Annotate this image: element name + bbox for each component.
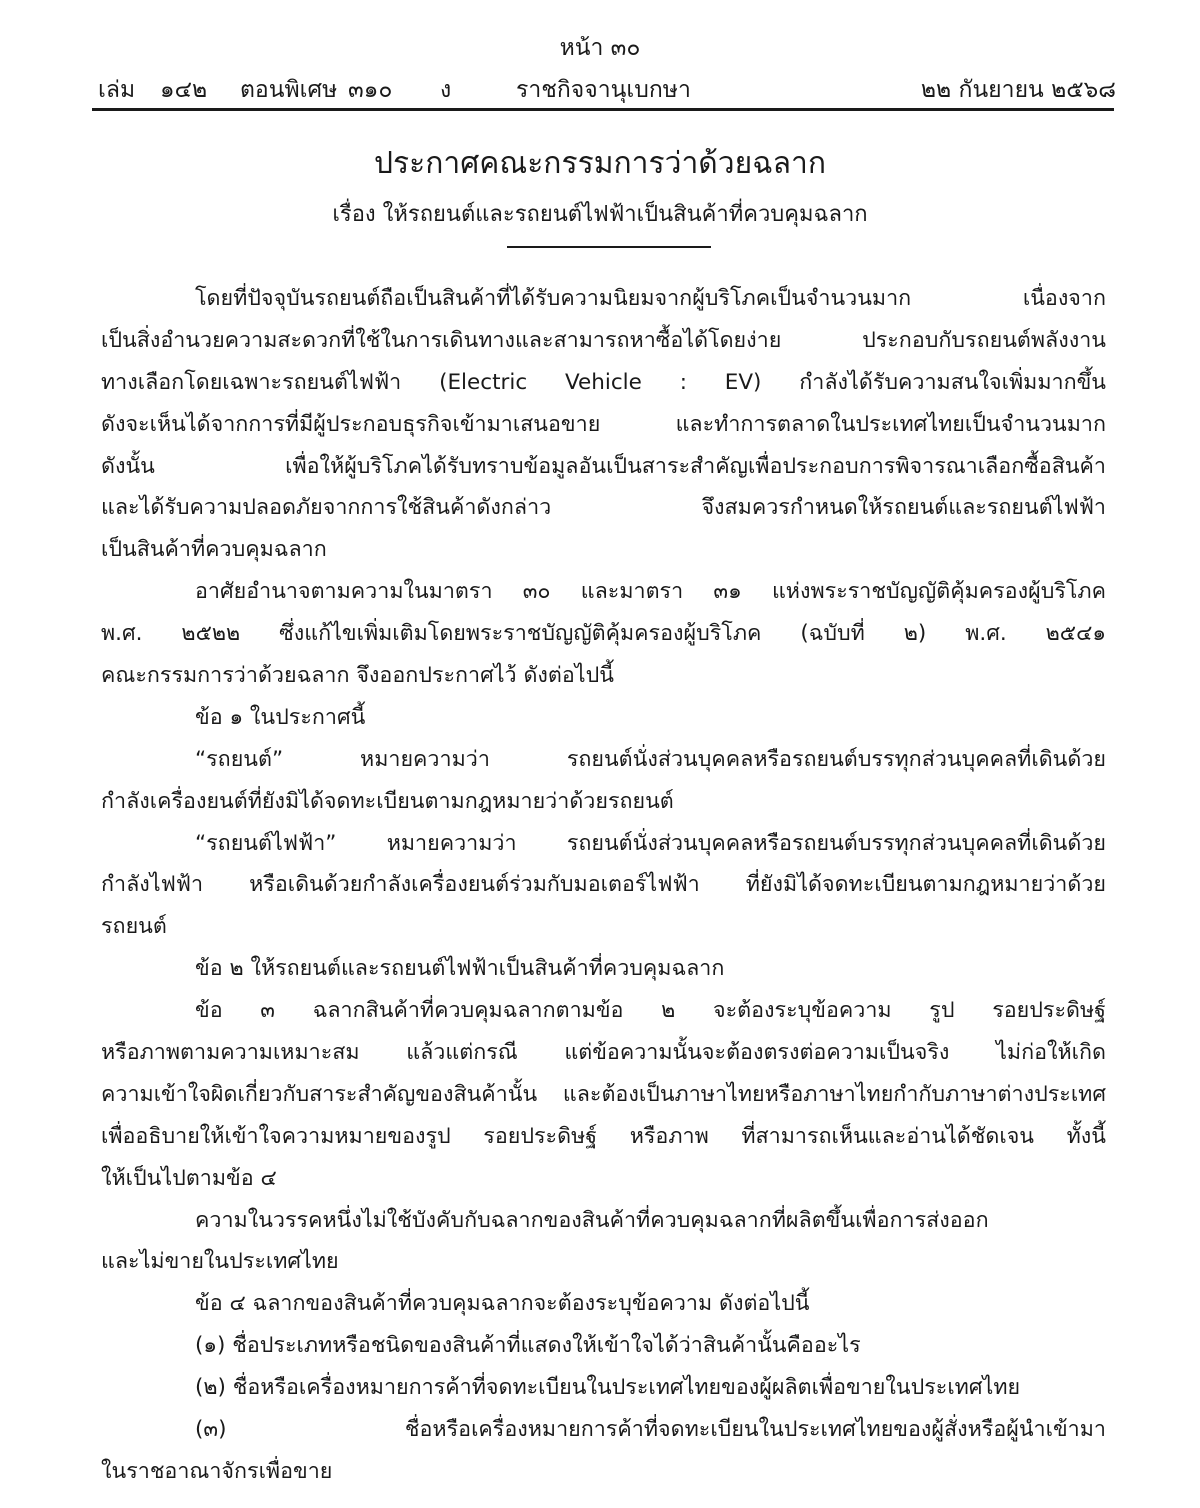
preamble-line: โดยที่ปัจจุบันรถยนต์ถือเป็นสินค้าที่ได้รับความนิยมจากผู้บริโภคเป็นจำนวนมาก เนื่องจาก bbox=[195, 286, 1106, 311]
document-subtitle: เรื่อง ให้รถยนต์และรถยนต์ไฟฟ้าเป็นสินค้าที่ควบคุมฉลาก bbox=[332, 202, 868, 227]
page-number: หน้า ๓๐ bbox=[559, 35, 641, 61]
document-body bbox=[101, 278, 1106, 1493]
clause-3-line: เพื่ออธิบายให้เข้าใจความหมายของรูป รอยประดิษฐ์ หรือภาพ ที่สามารถเห็นและอ่านได้ชัดเจน ทั้งนี้ bbox=[101, 1123, 1106, 1149]
gazette-header bbox=[98, 72, 1116, 106]
clause-4-item-3: (๓) ชื่อหรือเครื่องหมายการค้าที่จดทะเบียนในประเทศไทยของผู้สั่งหรือผู้นำเข้ามา bbox=[195, 1417, 1106, 1443]
preamble-line: ดังนั้น เพื่อให้ผู้บริโภคได้รับทราบข้อมูลอันเป็นสาระสำคัญเพื่อประกอบการพิจารณาเลือกซื้อสินค้า bbox=[101, 453, 1106, 479]
definition-car-line: กำลังเครื่องยนต์ที่ยังมิได้จดทะเบียนตามกฎหมายว่าด้วยรถยนต์ bbox=[101, 788, 674, 814]
volume-label: เล่ม bbox=[98, 77, 136, 103]
clause-3-line: ข้อ ๓ ฉลากสินค้าที่ควบคุมฉลากตามข้อ ๒ จะต้องระบุข้อความ รูป รอยประดิษฐ์ bbox=[195, 998, 1106, 1024]
clause-3-exception-line: และไม่ขายในประเทศไทย bbox=[101, 1249, 339, 1275]
preamble-line: เป็นสินค้าที่ควบคุมฉลาก bbox=[101, 537, 327, 563]
clause-3-line: หรือภาพตามความเหมาะสม แล้วแต่กรณี แต่ข้อความนั้นจะต้องตรงต่อความเป็นจริง ไม่ก่อให้เกิด bbox=[101, 1040, 1106, 1066]
clause-4-item-2: (๒) ชื่อหรือเครื่องหมายการค้าที่จดทะเบียนในประเทศไทยของผู้ผลิตเพื่อขายในประเทศไทย bbox=[195, 1375, 1021, 1401]
clause-2: ข้อ ๒ ให้รถยนต์และรถยนต์ไฟฟ้าเป็นสินค้าที่ควบคุมฉลาก bbox=[195, 956, 725, 982]
preamble-line: เป็นสิ่งอำนวยความสะดวกที่ใช้ในการเดินทางและสามารถหาซื้อได้โดยง่าย ประกอบกับรถยนต์พลังงาน bbox=[101, 327, 1106, 353]
clause-1-heading: ข้อ ๑ ในประกาศนี้ bbox=[195, 704, 366, 730]
clause-4-item-1: (๑) ชื่อประเภทหรือชนิดของสินค้าที่แสดงให้เข้าใจได้ว่าสินค้านั้นคืออะไร bbox=[195, 1333, 861, 1359]
clause-4-heading: ข้อ ๔ ฉลากของสินค้าที่ควบคุมฉลากจะต้องระบุข้อความ ดังต่อไปนี้ bbox=[195, 1291, 810, 1317]
definition-car-line: “รถยนต์” หมายความว่า รถยนต์นั่งส่วนบุคคลหรือรถยนต์บรรทุกส่วนบุคคลที่เดินด้วย bbox=[195, 746, 1106, 772]
authority-line: คณะกรรมการว่าด้วยฉลาก จึงออกประกาศไว้ ดังต่อไปนี้ bbox=[101, 663, 614, 689]
definition-ev-line: รถยนต์ bbox=[101, 914, 167, 940]
gazette-name: ราชกิจจานุเบกษา bbox=[516, 77, 691, 103]
clause-3-line: ให้เป็นไปตามข้อ ๔ bbox=[101, 1165, 277, 1191]
clause-3-line: ความเข้าใจผิดเกี่ยวกับสาระสำคัญของสินค้านั้น และต้องเป็นภาษาไทยหรือภาษาไทยกำกับภาษาต่างประเทศ bbox=[101, 1081, 1106, 1107]
definition-ev-line: “รถยนต์ไฟฟ้า” หมายความว่า รถยนต์นั่งส่วนบุคคลหรือรถยนต์บรรทุกส่วนบุคคลที่เดินด้วย bbox=[195, 830, 1106, 856]
document-title: ประกาศคณะกรรมการว่าด้วยฉลาก bbox=[373, 146, 827, 181]
issue-number: ๓๑๐ bbox=[348, 77, 393, 103]
issue-letter: ง bbox=[440, 77, 452, 103]
publication-date: ๒๒ กันยายน ๒๕๖๘ bbox=[920, 77, 1116, 103]
preamble-line: ดังจะเห็นได้จากการที่มีผู้ประกอบธุรกิจเข้ามาเสนอขาย และทำการตลาดในประเทศไทยเป็นจำนวนมาก bbox=[101, 411, 1106, 437]
clause-3-exception-line: ความในวรรคหนึ่งไม่ใช้บังคับกับฉลากของสินค้าที่ควบคุมฉลากที่ผลิตขึ้นเพื่อการส่งออก bbox=[195, 1207, 989, 1233]
header-rule bbox=[92, 108, 1114, 111]
volume-number: ๑๔๒ bbox=[160, 77, 208, 103]
definition-ev-line: กำลังไฟฟ้า หรือเดินด้วยกำลังเครื่องยนต์ร่วมกับมอเตอร์ไฟฟ้า ที่ยังมิได้จดทะเบียนตามกฎหมายว่าด้วย bbox=[101, 872, 1106, 898]
issue-label: ตอนพิเศษ bbox=[240, 77, 338, 103]
preamble-line: และได้รับความปลอดภัยจากการใช้สินค้าดังกล่าว จึงสมควรกำหนดให้รถยนต์และรถยนต์ไฟฟ้า bbox=[101, 495, 1106, 521]
preamble-line: ทางเลือกโดยเฉพาะรถยนต์ไฟฟ้า (Electric Vehicle : EV) กำลังได้รับความสนใจเพิ่มมากขึ้น bbox=[101, 369, 1106, 395]
clause-4-item-3: ในราชอาณาจักรเพื่อขาย bbox=[101, 1458, 333, 1484]
title-divider bbox=[507, 246, 711, 248]
authority-line: พ.ศ. ๒๕๒๒ ซึ่งแก้ไขเพิ่มเติมโดยพระราชบัญญัติคุ้มครองผู้บริโภค (ฉบับที่ ๒) พ.ศ. ๒๕๔๑ bbox=[101, 621, 1106, 647]
authority-line: อาศัยอำนาจตามความในมาตรา ๓๐ และมาตรา ๓๑ แห่งพระราชบัญญัติคุ้มครองผู้บริโภค bbox=[195, 579, 1106, 605]
